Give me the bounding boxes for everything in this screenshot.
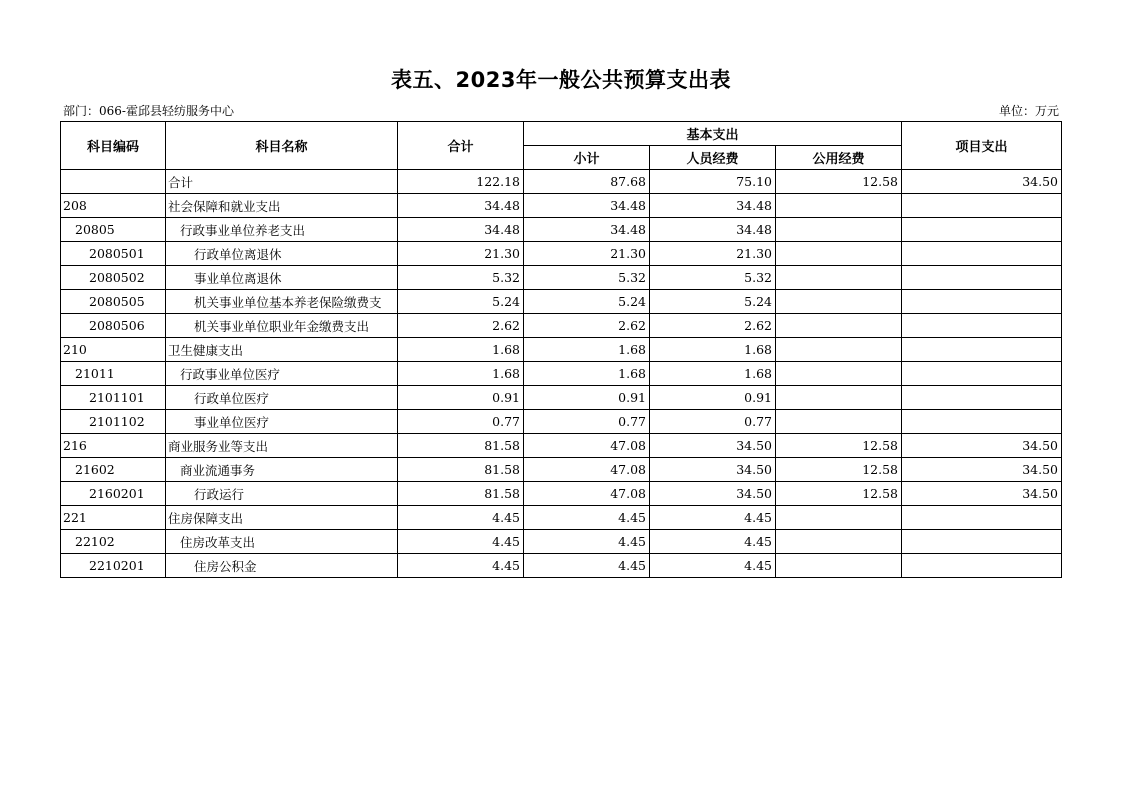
cell-code: 208 <box>61 194 166 218</box>
cell-code: 2101101 <box>61 386 166 410</box>
cell-subtotal: 5.32 <box>524 266 650 290</box>
header-code: 科目编码 <box>61 122 166 170</box>
cell-public <box>776 530 902 554</box>
cell-code: 2210201 <box>61 554 166 578</box>
page-title: 表五、2023年一般公共预算支出表 <box>391 68 731 92</box>
cell-code: 22102 <box>61 530 166 554</box>
cell-public: 12.58 <box>776 458 902 482</box>
cell-code: 21011 <box>61 362 166 386</box>
cell-public <box>776 266 902 290</box>
cell-subtotal: 1.68 <box>524 338 650 362</box>
cell-total: 0.91 <box>398 386 524 410</box>
cell-public <box>776 242 902 266</box>
cell-personnel: 75.10 <box>650 170 776 194</box>
header-name: 科目名称 <box>166 122 398 170</box>
cell-name: 行政事业单位养老支出 <box>166 218 398 242</box>
cell-project <box>902 506 1062 530</box>
cell-personnel: 34.48 <box>650 218 776 242</box>
cell-subtotal: 87.68 <box>524 170 650 194</box>
cell-subtotal: 4.45 <box>524 506 650 530</box>
cell-name: 合计 <box>166 170 398 194</box>
table-row <box>61 506 1062 530</box>
table-row <box>61 218 1062 242</box>
cell-code: 2080501 <box>61 242 166 266</box>
cell-personnel: 34.48 <box>650 194 776 218</box>
table-row <box>61 482 1062 506</box>
cell-personnel: 5.32 <box>650 266 776 290</box>
cell-subtotal: 34.48 <box>524 218 650 242</box>
cell-total: 0.77 <box>398 410 524 434</box>
cell-name: 住房改革支出 <box>166 530 398 554</box>
budget-table <box>60 121 1062 578</box>
cell-subtotal: 2.62 <box>524 314 650 338</box>
cell-name: 住房公积金 <box>166 554 398 578</box>
cell-personnel: 1.68 <box>650 362 776 386</box>
cell-project <box>902 362 1062 386</box>
table-row <box>61 410 1062 434</box>
cell-project <box>902 530 1062 554</box>
header-personnel: 人员经费 <box>650 146 776 170</box>
table-header <box>61 122 1062 170</box>
cell-personnel: 34.50 <box>650 458 776 482</box>
cell-code: 20805 <box>61 218 166 242</box>
cell-code: 221 <box>61 506 166 530</box>
cell-total: 81.58 <box>398 434 524 458</box>
cell-code: 2160201 <box>61 482 166 506</box>
table-row <box>61 290 1062 314</box>
cell-project: 34.50 <box>902 434 1062 458</box>
table-row <box>61 194 1062 218</box>
cell-public <box>776 290 902 314</box>
cell-personnel: 4.45 <box>650 554 776 578</box>
cell-subtotal: 4.45 <box>524 554 650 578</box>
cell-name: 事业单位离退休 <box>166 266 398 290</box>
cell-project <box>902 194 1062 218</box>
cell-name: 行政事业单位医疗 <box>166 362 398 386</box>
cell-name: 机关事业单位基本养老保险缴费支 <box>166 290 398 314</box>
cell-code: 2080505 <box>61 290 166 314</box>
cell-total: 34.48 <box>398 218 524 242</box>
table-row <box>61 386 1062 410</box>
cell-total: 4.45 <box>398 554 524 578</box>
table-row <box>61 266 1062 290</box>
cell-subtotal: 47.08 <box>524 434 650 458</box>
cell-name: 商业服务业等支出 <box>166 434 398 458</box>
cell-project <box>902 242 1062 266</box>
department-label: 部门：066-霍邱县轻纺服务中心 <box>63 104 234 118</box>
table-row <box>61 314 1062 338</box>
cell-public <box>776 506 902 530</box>
cell-public: 12.58 <box>776 482 902 506</box>
cell-subtotal: 47.08 <box>524 482 650 506</box>
cell-project <box>902 266 1062 290</box>
cell-name: 事业单位医疗 <box>166 410 398 434</box>
cell-total: 81.58 <box>398 482 524 506</box>
table-row <box>61 434 1062 458</box>
cell-name: 社会保障和就业支出 <box>166 194 398 218</box>
header-basic: 基本支出 <box>524 122 902 146</box>
table-row <box>61 458 1062 482</box>
table-row <box>61 554 1062 578</box>
cell-total: 1.68 <box>398 362 524 386</box>
cell-subtotal: 0.77 <box>524 410 650 434</box>
cell-public <box>776 410 902 434</box>
cell-project <box>902 338 1062 362</box>
cell-public <box>776 314 902 338</box>
cell-public: 12.58 <box>776 434 902 458</box>
cell-subtotal: 1.68 <box>524 362 650 386</box>
cell-public <box>776 338 902 362</box>
cell-personnel: 34.50 <box>650 434 776 458</box>
cell-name: 行政单位离退休 <box>166 242 398 266</box>
table-row <box>61 362 1062 386</box>
cell-personnel: 4.45 <box>650 506 776 530</box>
cell-subtotal: 34.48 <box>524 194 650 218</box>
cell-subtotal: 0.91 <box>524 386 650 410</box>
cell-project <box>902 290 1062 314</box>
table-row <box>61 242 1062 266</box>
cell-name: 行政运行 <box>166 482 398 506</box>
cell-total: 2.62 <box>398 314 524 338</box>
cell-personnel: 0.91 <box>650 386 776 410</box>
table-body <box>61 170 1062 578</box>
cell-total: 122.18 <box>398 170 524 194</box>
cell-name: 商业流通事务 <box>166 458 398 482</box>
cell-code: 2080502 <box>61 266 166 290</box>
cell-public <box>776 386 902 410</box>
header-subtotal: 小计 <box>524 146 650 170</box>
cell-personnel: 1.68 <box>650 338 776 362</box>
cell-public <box>776 218 902 242</box>
cell-public: 12.58 <box>776 170 902 194</box>
header-total: 合计 <box>398 122 524 170</box>
header-public: 公用经费 <box>776 146 902 170</box>
cell-total: 81.58 <box>398 458 524 482</box>
cell-total: 5.24 <box>398 290 524 314</box>
unit-label: 单位：万元 <box>998 104 1059 118</box>
cell-total: 4.45 <box>398 506 524 530</box>
cell-total: 4.45 <box>398 530 524 554</box>
cell-code: 2101102 <box>61 410 166 434</box>
cell-subtotal: 5.24 <box>524 290 650 314</box>
cell-personnel: 5.24 <box>650 290 776 314</box>
table-row <box>61 338 1062 362</box>
cell-subtotal: 4.45 <box>524 530 650 554</box>
cell-subtotal: 21.30 <box>524 242 650 266</box>
cell-project <box>902 218 1062 242</box>
cell-personnel: 21.30 <box>650 242 776 266</box>
cell-code: 216 <box>61 434 166 458</box>
cell-personnel: 0.77 <box>650 410 776 434</box>
cell-public <box>776 362 902 386</box>
header-project: 项目支出 <box>902 122 1062 170</box>
cell-code: 21602 <box>61 458 166 482</box>
cell-personnel: 4.45 <box>650 530 776 554</box>
cell-name: 住房保障支出 <box>166 506 398 530</box>
cell-total: 5.32 <box>398 266 524 290</box>
cell-subtotal: 47.08 <box>524 458 650 482</box>
cell-project <box>902 554 1062 578</box>
cell-project <box>902 386 1062 410</box>
cell-total: 1.68 <box>398 338 524 362</box>
cell-project: 34.50 <box>902 482 1062 506</box>
table-row <box>61 530 1062 554</box>
cell-name: 机关事业单位职业年金缴费支出 <box>166 314 398 338</box>
table-row <box>61 170 1062 194</box>
cell-personnel: 2.62 <box>650 314 776 338</box>
cell-project <box>902 314 1062 338</box>
cell-project: 34.50 <box>902 458 1062 482</box>
cell-name: 行政单位医疗 <box>166 386 398 410</box>
cell-project <box>902 410 1062 434</box>
cell-code: 210 <box>61 338 166 362</box>
cell-code: 2080506 <box>61 314 166 338</box>
cell-project: 34.50 <box>902 170 1062 194</box>
cell-total: 21.30 <box>398 242 524 266</box>
cell-public <box>776 194 902 218</box>
cell-personnel: 34.50 <box>650 482 776 506</box>
cell-name: 卫生健康支出 <box>166 338 398 362</box>
cell-code <box>61 170 166 194</box>
cell-public <box>776 554 902 578</box>
cell-total: 34.48 <box>398 194 524 218</box>
